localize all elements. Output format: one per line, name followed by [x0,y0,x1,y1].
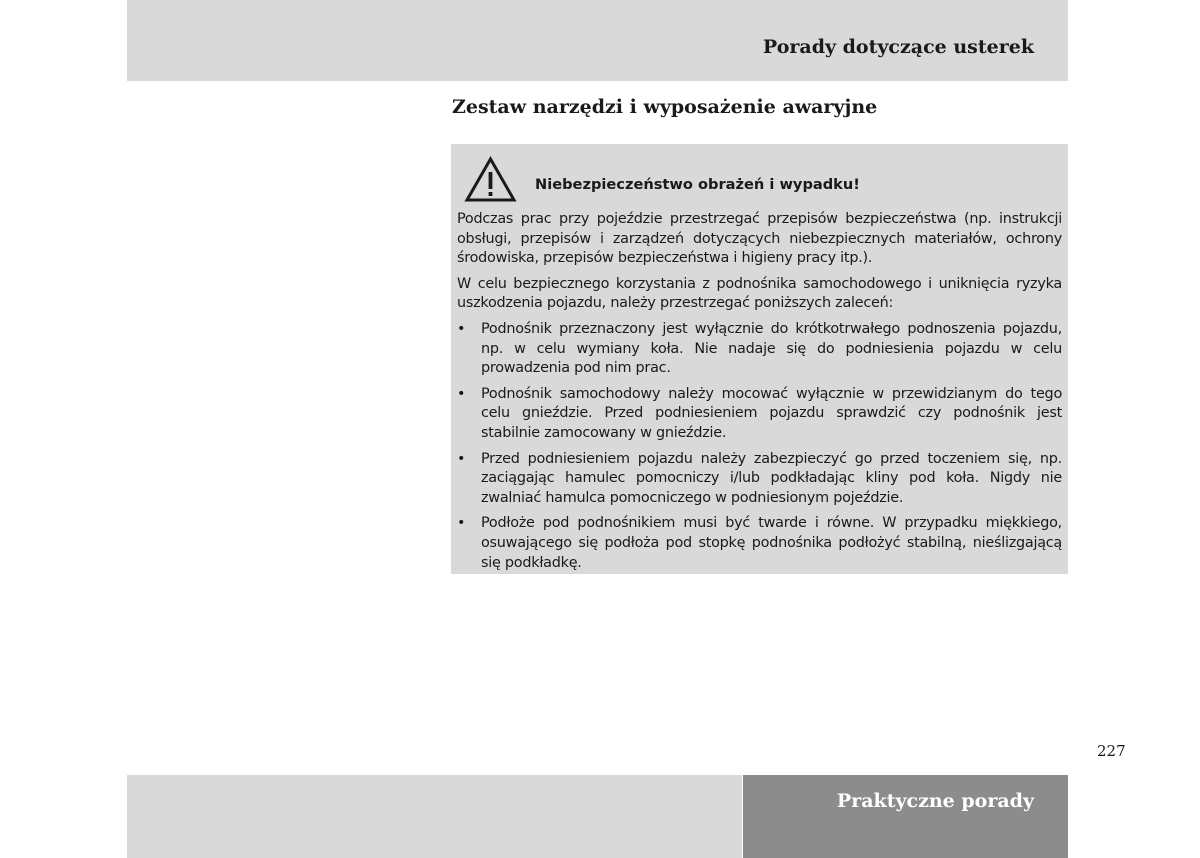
bullet-icon: • [457,450,466,467]
warning-paragraph: W celu bezpiecznego korzystania z podnośnika samochodowego i uniknięcia ryzyka uszkodzenia pojazdu, należy przestrzegać poniższych zaleceń: [457,275,1062,312]
page-number: 227 [1097,742,1126,760]
chapter-tab-label: Praktyczne porady [836,790,1034,812]
list-item-text: Przed podniesieniem pojazdu należy zabezpieczyć go przed toczeniem się, np. zaciągając hamulec pomocniczy i/lub podkładając kliny pod koła. Nigdy nie zwalniać hamulca pomocniczego w podniesionym pojeździe. [481,450,1062,506]
list-item [457,320,1062,379]
warning-bullet-list [457,320,1062,573]
list-item [457,450,1062,509]
warning-triangle-icon [464,155,517,203]
list-item-text: Podłoże pod podnośnikiem musi być twarde i równe. W przypadku miękkiego, osuwającego się podłoża pod stopkę podnośnika podłożyć stabilną, nieślizgającą się podkładkę. [481,515,1062,571]
header-title: Porady dotyczące usterek [762,36,1034,58]
chapter-tab [743,775,1068,858]
list-item-text: Podnośnik przeznaczony jest wyłącznie do krótkotrwałego podnoszenia pojazdu, np. w celu wymiany koła. Nie nadaje się do podniesienia pojazdu w celu prowadzenia pod nim prac. [481,320,1062,377]
list-item [457,514,1062,573]
warning-paragraph: Podczas prac przy pojeździe przestrzegać przepisów bezpieczeństwa (np. instrukcji obsługi, przepisów i zarządzeń dotyczących niebezpiecznych materiałów, ochrony środowiska, przepisów bezpieczeństwa i higieny pracy itp.). [457,211,1062,267]
warning-header [457,144,1062,210]
list-item-text: Podnośnik samochodowy należy mocować wyłącznie w przewidzianym do tego celu gnieździe. Przed podniesieniem pojazdu sprawdzić czy podnośnik jest stabilnie zamocowany w gnieździe. [481,385,1062,441]
bullet-icon: • [457,385,466,402]
warning-box [451,144,1068,574]
list-item [457,385,1062,444]
bullet-icon: • [457,320,466,337]
footer-band [127,775,742,858]
warning-title: Niebezpieczeństwo obrażeń i wypadku! [535,176,860,193]
header-band [127,0,1068,81]
bullet-icon: • [457,515,466,532]
section-title: Zestaw narzędzi i wyposażenie awaryjne [452,96,878,118]
